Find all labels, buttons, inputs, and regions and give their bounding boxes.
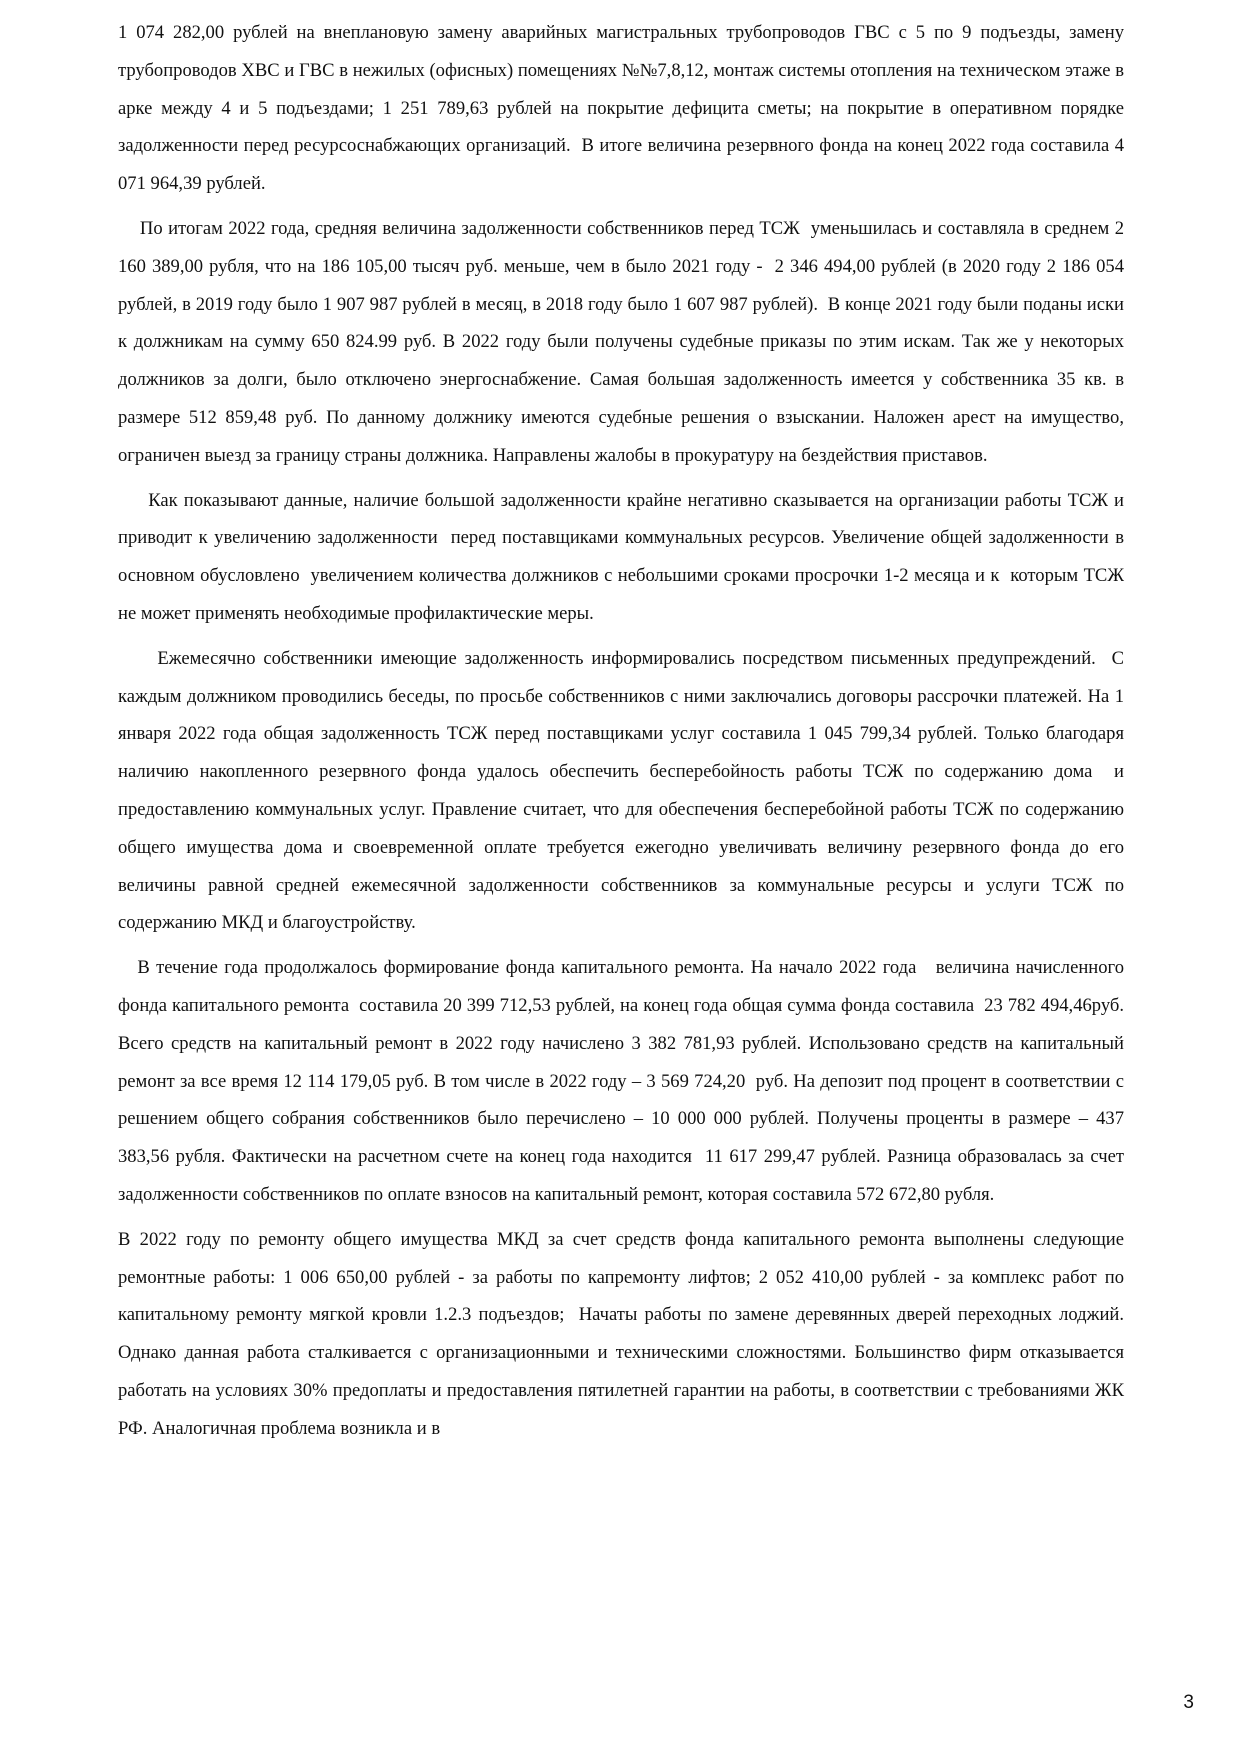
document-page [118,14,1129,1454]
paragraph-capital-repair-fund: В течение года продолжалось формирование фонда капитального ремонта. На начало 2022 года величина начисленного фонда капитального ремонта составила 20 399 712,53 рублей, на конец года общая сумма фонда составила 23 782 494,46руб. Всего средств на капитальный ремонт в 2022 году начислено 3 382 781,93 рублей. Использовано средств на капитальный ремонт за все время 12 114 179,05 руб. В том числе в 2022 году – 3 569 724,20 руб. На депозит под процент в соответствии с решением общего собрания собственников было перечислено – 10 000 000 рублей. Получены проценты в размере – 437 383,56 рубля. Фактически на расчетном счете на конец года находится 11 617 299,47 рублей. Разница образовалась за счет задолженности собственников по оплате взносов на капитальный ремонт, которая составила 572 672,80 рубля. [118,957,1129,1205]
page-number: 3 [1183,1692,1194,1713]
paragraph-owner-debt: По итогам 2022 года, средняя величина задолженности собственников перед ТСЖ уменьшилась и составляла в среднем 2 160 389,00 рубля, что на 186 105,00 тысяч руб. меньше, чем в было 2021 году - 2 346 494,00 рублей (в 2020 году 2 186 054 рублей, в 2019 году было 1 907 987 рублей в месяц, в 2018 году было 1 607 987 рублей). В конце 2021 году были поданы иски к должникам на сумму 650 824.99 руб. В 2022 году были получены судебные приказы по этим искам. Так же у некоторых должников за долги, было отключено энергоснабжение. Самая большая задолженность имеется у собственника 35 кв. в размере 512 859,48 руб. По данному должнику имеются судебные решения о взыскании. Наложен арест на имущество, ограничен выезд за границу страны должника. Направлены жалобы в прокуратуру на бездействия приставов. [118,217,1129,466]
paragraph-debt-impact: Как показывают данные, наличие большой задолженности крайне негативно сказывается на организации работы ТСЖ и приводит к увеличению задолженности перед поставщиками коммунальных ресурсов. Увеличение общей задолженности в основном обусловлено увеличением количества должников с небольшими сроками просрочки 1-2 месяца и к которым ТСЖ не может применять необходимые профилактические меры. [118,489,1129,624]
paragraph-debtor-notices: Ежемесячно собственники имеющие задолженность информировались посредством письменных предупреждений. С каждым должником проводились беседы, по просьбе собственников с ними заключались договоры рассрочки платежей. На 1 января 2022 года общая задолженность ТСЖ перед поставщиками услуг составила 1 045 799,34 рублей. Только благодаря наличию накопленного резервного фонда удалось обеспечить бесперебойность работы ТСЖ по содержанию дома и предоставлению коммунальных услуг. Правление считает, что для обеспечения бесперебойной работы ТСЖ по содержанию общего имущества дома и своевременной оплате требуется ежегодно увеличивать величину резервного фонда до его величины равной средней ежемесячной задолженности собственников за коммунальные ресурсы и услуги ТСЖ по содержанию МКД и благоустройству. [118,647,1129,934]
paragraph-reserve-fund: 1 074 282,00 рублей на внеплановую замену аварийных магистральных трубопроводов ГВС с 5 по 9 подъезды, замену трубопроводов ХВС и ГВС в нежилых (офисных) помещениях №№7,8,12, монтаж системы отопления на техническом этаже в арке между 4 и 5 подъездами; 1 251 789,63 рублей на покрытие дефицита сметы; на покрытие в оперативном порядке задолженности перед ресурсоснабжающих организаций. В итоге величина резервного фонда на конец 2022 года составила 4 071 964,39 рублей. [118,22,1129,195]
paragraph-repair-works: В 2022 году по ремонту общего имущества МКД за счет средств фонда капитального ремонта выполнены следующие ремонтные работы: 1 006 650,00 рублей - за работы по капремонту лифтов; 2 052 410,00 рублей - за комплекс работ по капитальному ремонту мягкой кровли 1.2.3 подъездов; Начаты работы по замене деревянных дверей переходных лоджий. Однако данная работа сталкивается с организационными и техническими сложностями. Большинство фирм отказывается работать на условиях 30% предоплаты и предоставления пятилетней гарантии на работы, в соответствии с требованиями ЖК РФ. Аналогичная проблема возникла и в [118,1228,1129,1439]
